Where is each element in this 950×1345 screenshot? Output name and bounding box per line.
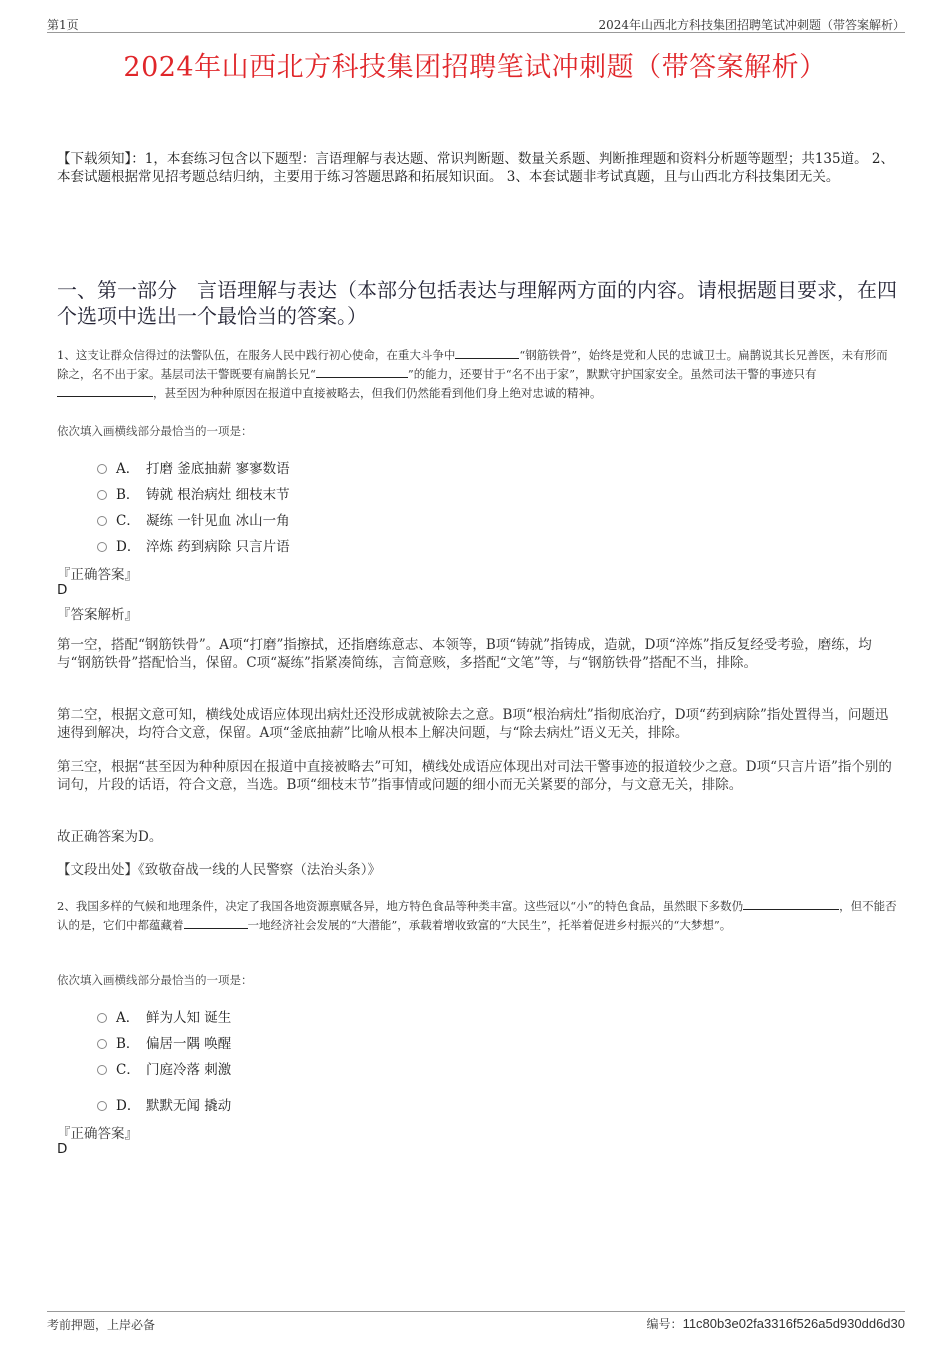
answer-label: 『正确答案』	[57, 567, 138, 583]
radio-icon[interactable]	[97, 1013, 107, 1023]
fill-blank	[743, 897, 839, 910]
download-notice: 【下载须知】：1，本套练习包含以下题型：言语理解与表达题、常识判断题、数量关系题、判断推理题和资料分析题等题型；共135道。 2、本套试题根据常见招考题总结归纳，主要用于练习答题思路和拓展知识面。 3、本套试题非考试真题，且与山西北方科技集团无关。	[57, 151, 894, 185]
document-title: 2024年山西北方科技集团招聘笔试冲刺题（带答案解析）	[123, 52, 827, 83]
radio-icon[interactable]	[97, 516, 107, 526]
q2-option-a[interactable]: A． 鲜为人知 诞生	[97, 1006, 231, 1026]
page-number: 第1页	[47, 18, 79, 32]
q1-text-part: ，甚至因为种种原因在报道中直接被略去，但我们仍然能看到他们身上绝对忠诚的精神。	[153, 386, 602, 400]
analysis-label: 『答案解析』	[57, 607, 138, 623]
q2-option-c[interactable]: C． 门庭冷落 刺激	[97, 1058, 231, 1078]
page-footer	[47, 1311, 905, 1332]
answer-label: 『正确答案』	[57, 1126, 138, 1142]
q2-text-part: 一地经济社会发展的“大潜能”，承载着增收致富的“大民生”，托举着促进乡村振兴的“大梦想”。	[247, 918, 732, 932]
correct-answer: D	[57, 582, 68, 598]
q1-text-part: 1、这支让群众信得过的法警队伍，在服务人民中践行初心使命，在重大斗争中	[57, 348, 456, 362]
radio-icon[interactable]	[97, 1065, 107, 1075]
question-2-prompt: 依次填入画横线部分最恰当的一项是：	[57, 973, 253, 987]
q1-option-d[interactable]: D． 淬炼 药到病除 只言片语	[97, 535, 290, 555]
footer-slogan: 考前押题，上岸必备	[47, 1318, 156, 1332]
q2-option-b[interactable]: B． 偏居一隅 唤醒	[97, 1032, 231, 1052]
fill-blank	[316, 365, 408, 378]
text-source: 【文段出处】《致敬奋战一线的人民警察（法治头条）》	[57, 862, 381, 878]
section-heading: 一、第一部分 言语理解与表达（本部分包括表达与理解两方面的内容。请根据题目要求，在四个选项中选出一个最恰当的答案。）	[57, 278, 897, 328]
question-2-stem	[57, 897, 897, 935]
radio-icon[interactable]	[97, 490, 107, 500]
analysis-paragraph-3: 第三空，根据“甚至因为种种原因在报道中直接被略去”可知，横线处成语应体现出对司法干警事迹的报道较少之意。D项“只言片语”指个别的词句，片段的话语，符合文意，当选。B项“细枝末节”指事情或问题的细小而无关紧要的部分，与文意无关，排除。	[57, 759, 892, 793]
q1-option-b[interactable]: B． 铸就 根治病灶 细枝末节	[97, 483, 290, 503]
page-header	[47, 14, 905, 33]
analysis-conclusion: 故正确答案为D。	[57, 829, 163, 845]
radio-icon[interactable]	[97, 1039, 107, 1049]
q2-option-d[interactable]: D． 默默无闻 撬动	[97, 1094, 231, 1114]
radio-icon[interactable]	[97, 542, 107, 552]
fill-blank	[57, 384, 153, 397]
q1-text-part: “钢筋铁骨”，始终是党和人民的忠诚卫士。扁鹊说其长兄善医，未有形而除之，名不出于家。基层司法干警既要有扁鹊长兄“	[57, 348, 888, 381]
q1-option-c[interactable]: C． 凝练 一针见血 冰山一角	[97, 509, 290, 529]
fill-blank	[184, 916, 248, 929]
fill-blank	[455, 346, 519, 359]
q1-text-part: ”的能力，还要甘于“名不出于家”，默默守护国家安全。虽然司法干警的事迹只有	[407, 367, 817, 381]
header-doc-title: 2024年山西北方科技集团招聘笔试冲刺题（带答案解析）	[598, 18, 905, 32]
footer-code: 编号：11c80b3e02fa3316f526a5d930dd6d30	[646, 1316, 905, 1331]
analysis-paragraph-1: 第一空，搭配“钢筋铁骨”。A项“打磨”指擦拭，还指磨练意志、本领等，B项“铸就”指铸成，造就，D项“淬炼”指反复经受考验，磨练，均与“钢筋铁骨”搭配恰当，保留。C项“凝练”指紧凑简练，言简意赅，多搭配“文笔”等，与“钢筋铁骨”搭配不当，排除。	[57, 637, 872, 671]
question-1-prompt: 依次填入画横线部分最恰当的一项是：	[57, 424, 253, 438]
q2-text-part: 2、我国多样的气候和地理条件，决定了我国各地资源禀赋各异，地方特色食品等种类丰富。这些冠以“小”的特色食品，虽然眼下多数仍	[57, 899, 744, 913]
radio-icon[interactable]	[97, 1101, 107, 1111]
analysis-paragraph-2: 第二空，根据文意可知，横线处成语应体现出病灶还没形成就被除去之意。B项“根治病灶”指彻底治疗，D项“药到病除”指处置得当，问题迅速得到解决，均符合文意，保留。A项“釜底抽薪”比喻从根本上解决问题，与“除去病灶”语义无关，排除。	[57, 707, 889, 741]
correct-answer: D	[57, 1141, 68, 1157]
radio-icon[interactable]	[97, 464, 107, 474]
q2-text-part: ，但不能否认的是，它们中都蕴藏着	[57, 899, 897, 932]
question-1-stem	[57, 346, 897, 403]
q1-option-a[interactable]: A． 打磨 釜底抽薪 寥寥数语	[97, 457, 290, 477]
